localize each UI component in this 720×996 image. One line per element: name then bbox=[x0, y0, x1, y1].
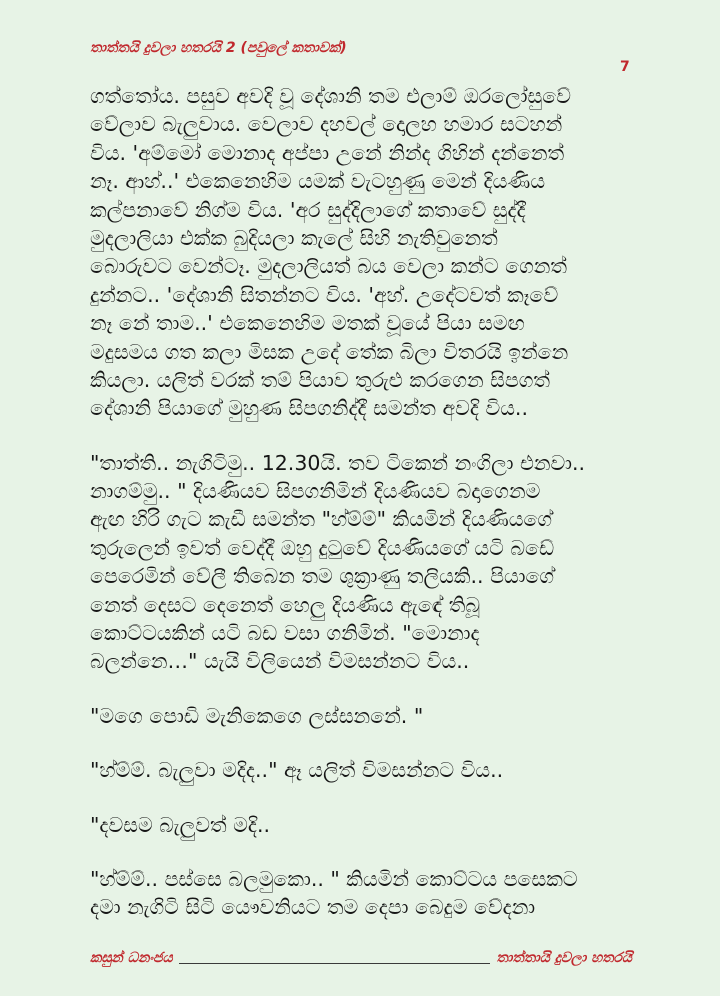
text-line: කියලා. යලිත් වරක් තම් පියාව තුරුළු කරගෙන සිපගත් bbox=[90, 367, 551, 392]
text-line: නෑ නේ තාම..' එකෙනෙහිම මතක් වූයේ පියා සමඟ bbox=[90, 311, 525, 336]
text-line: බලන්නෙ…" යැයි විලියෙන් විමසන්නට විය.. bbox=[90, 649, 470, 674]
text-line: කල්පනාවේ නිග්ම විය. 'අර සුද්දිලාගේ කතාවේ සුද්දී bbox=[90, 197, 526, 222]
text-line: "මගෙ පොඩි මැනිකෙගෙ ලස්සනනේ. " bbox=[90, 703, 424, 728]
text-line: නෑ. ආහ්..' එකෙනෙහිම යමක් වැටහුණු මෙන් දියණිය bbox=[90, 169, 546, 194]
footer-title: තාත්තායි දුවලා හතරයි bbox=[496, 950, 632, 966]
running-header-title: තාත්තයි දුවලා හතරයි 2 (පවුලේ කතාවක්) bbox=[90, 40, 347, 56]
text-line: කොට්ටයකින් යටි බඩ වසා ගනිමින්. "මොනාද bbox=[90, 621, 480, 646]
text-line: මුදලාලියා එක්ක බුදියලා කැලේ සිහි නැතිවුනෙත් bbox=[90, 225, 498, 250]
story-body bbox=[90, 82, 635, 948]
paragraph bbox=[90, 811, 635, 839]
text-line: තුරුලෙන් ඉවත් වෙද්දී ඔහු දුටුවේ දියණියගේ යටි බඩේ bbox=[90, 535, 555, 560]
text-line: වේලාව බැලුවාය. වෙලාව දහවල් දොලහ හමාර සටහන් bbox=[90, 112, 563, 137]
page-number: 7 bbox=[620, 59, 630, 75]
text-line: ගත්තෝය. පසුව අවදි වූ දේශානි තම එලාම් ඔරලෝසුවේ bbox=[90, 84, 571, 108]
text-line: දුන්නට.. 'දේශානි සිතන්නට විය. 'අහ්. උදේටවත් කෑවේ bbox=[90, 282, 559, 307]
paragraph bbox=[90, 449, 635, 676]
paragraph bbox=[90, 865, 635, 922]
text-line: බොරුවට වෙන්ටෑ. මුදලාලියත් බය වෙලා කන්ට ගෙනත් bbox=[90, 254, 568, 279]
text-line: "හ්ම්ම්. බැලුවා මදිද.." ඈ යලිත් විමසන්නට විය.. bbox=[90, 758, 504, 783]
text-line: "හ්ම්ම්.. පස්සෙ බලමුකො.. " කියමින් කොට්ටය පසෙකට bbox=[90, 866, 578, 891]
footer-rule bbox=[179, 963, 491, 964]
text-line: "තාත්ති.. නැගිටිමු.. 12.30යි. තව ටිකෙන් නංගිලා එනවා.. bbox=[90, 450, 586, 475]
text-line: "දවසම බැලුවත් මදි.. bbox=[90, 812, 271, 837]
text-line: මදුසමය ගත කලා මිසක උදේ තේක බිලා විතරයි ඉන්නෙ bbox=[90, 339, 569, 364]
page-footer bbox=[90, 948, 632, 968]
paragraph bbox=[90, 756, 635, 784]
text-line: දේශානි පියාගේ මුහුණ සිපගනිද්දී සමන්ත අවදි විය.. bbox=[90, 396, 528, 421]
paragraph bbox=[90, 82, 635, 423]
text-line: නාගම්මු.. " දියණියව සිපගනිමින් දියණියව බදාගෙනම bbox=[90, 479, 541, 504]
paragraph bbox=[90, 702, 635, 730]
text-line: ඇඟ හිරි ගැට කැඩී සමන්ත "හ්ම්ම්" කියමින් දියණියගේ bbox=[90, 507, 553, 532]
text-line: නෙත් දෙසට දෙනෙත් හෙලු දියණිය ඇඳේ තිබූ bbox=[90, 592, 481, 617]
text-line: විය. 'අම්මෝ මොනාද අප්පා උනේ නින්ද ගිහින් දන්නෙත් bbox=[90, 140, 565, 165]
footer-author: කසුන් ධනංජය bbox=[90, 950, 173, 966]
text-line: පෙරෙමින් වේලී තිබෙන තම ශුක්‍රාණු තලියකි.. පියාගේ bbox=[90, 564, 555, 589]
text-line: දමා නැගිටි සිටි යෞවනියට තම දෙපා බෙදුම වේදනා bbox=[90, 895, 536, 920]
